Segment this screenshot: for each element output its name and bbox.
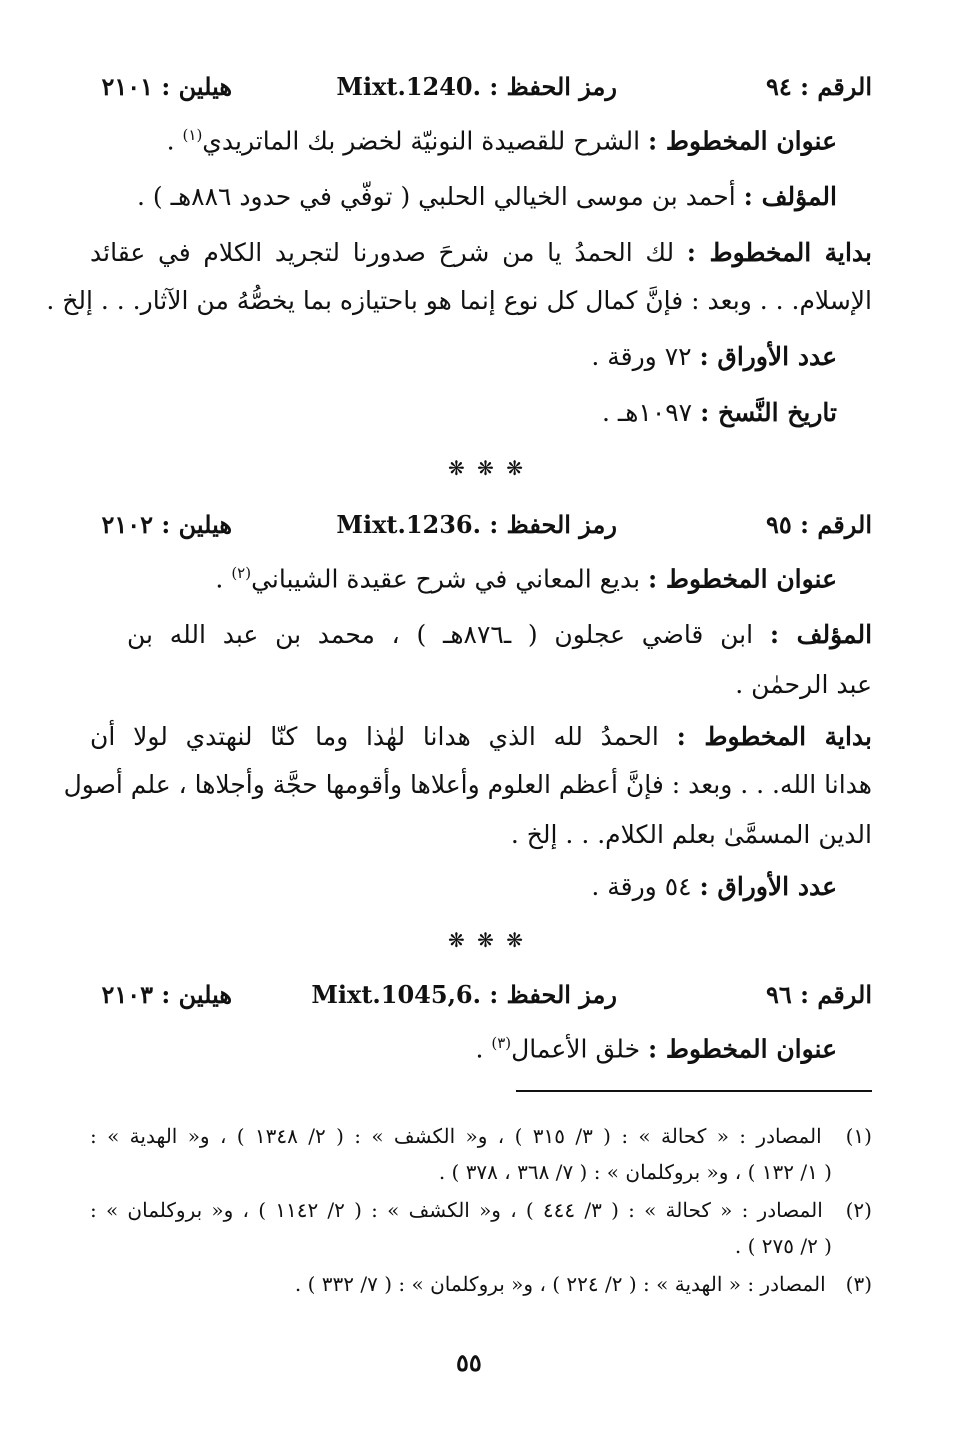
leaves-label: عدد الأوراق : [699,342,837,371]
author-value: ابن قاضي عجلون ( ـ٨٧٦هـ ) ، محمد بن عبد الله بن [127,620,754,649]
author-line-2: عبد الرحمٰن . [735,670,872,699]
section-separator: ❋ ❋ ❋ [448,928,526,952]
title-label: عنوان المخطوط : [647,1034,837,1064]
author-line-1 [127,620,872,650]
section-separator: ❋ ❋ ❋ [448,456,526,480]
footnote-number: (٢) [845,1198,872,1222]
entry-number: الرقم : ٩٤ [765,72,872,101]
footnote-ref: (٢) [231,564,252,582]
entry-number: الرقم : ٩٦ [765,980,872,1009]
footnote-text: المصادر : « كحالة » : ( ٣/ ٣١٥ ) ، و« الكشف » : ( ٢/ ١٣٤٨ ) ، و« الهدية » : [90,1124,822,1148]
footnote-ref: (١) [182,126,203,144]
manuscript-title [475,1034,837,1064]
footnote-2-line-1 [90,1198,872,1222]
entry-number: الرقم : ٩٥ [765,510,872,539]
leaves-value: ٧٢ ورقة . [591,342,692,371]
incipit-line-1 [90,722,872,752]
shelfmark-code: Mixt.1045,6. [311,980,481,1009]
footnote-1-line-1 [90,1124,872,1148]
title-value: خلق الأعمال [511,1034,641,1064]
title-value: الشرح للقصيدة النونيّة لخضر بك الماتريدي [202,126,641,156]
hilen-number: هيلين : ٢١٠١ [101,72,232,101]
shelfmark-code: Mixt.1240. [336,72,481,101]
incipit-line-3: الدين المسمَّىٰ بعلم الكلام. . . إلخ . [510,820,872,849]
incipit-line-2: الإسلام. . . وبعد : فإنَّ كمال كل نوع إنما هو باحتيازه بما يخصُّهُ من الآثار. . . إلخ . [46,286,872,315]
shelfmark-label: رمز الحفظ : [489,510,617,539]
incipit-label: بداية المخطوط : [676,722,872,751]
title-value: بديع المعاني في شرح عقيدة الشيباني [251,564,641,594]
manuscript-title [215,564,837,594]
shelfmark-code: Mixt.1236. [336,510,481,539]
footnote-text: المصادر : « الهدية » : ( ٢/ ٢٢٤ ) ، و« بروكلمان » : ( ٧/ ٣٣٢ ) . [294,1272,826,1296]
title-end: . [166,126,183,156]
footnote-ref: (٣) [491,1034,512,1052]
copy-date-label: تاريخ النَّسخ : [700,398,837,427]
author-value: أحمد بن موسى الخيالي الحلبي ( توفّي في حدود ٨٨٦هـ ) . [137,182,736,211]
author-line [137,182,837,212]
shelfmark [336,510,617,539]
title-label: عنوان المخطوط : [647,126,837,156]
footnote-3-line-1 [295,1272,872,1296]
incipit-label: بداية المخطوط : [686,238,872,267]
title-label: عنوان المخطوط : [647,564,837,594]
hilen-number: هيلين : ٢١٠٢ [101,510,232,539]
manuscript-title [167,126,837,156]
leaves-count [591,342,837,372]
title-end: . [215,564,232,594]
copy-date-value: ١٠٩٧هـ . [601,398,693,427]
copy-date [602,398,837,428]
shelfmark-label: رمز الحفظ : [489,980,617,1009]
author-label: المؤلف : [743,182,837,211]
page-number: ٥٥ [456,1348,482,1377]
incipit-text: لك الحمدُ يا من شرحَ صدورنا لتجريد الكلام في عقائد [90,238,675,267]
leaves-count [591,872,837,902]
title-end: . [475,1034,492,1064]
footnote-number: (١) [845,1124,872,1148]
shelfmark [311,980,617,1009]
incipit-text: الحمدُ لله الذي هدانا لهٰذا وما كنّا لنهتدي لولا أن [90,722,659,751]
footnote-text: المصادر : « كحالة » : ( ٣/ ٤٤٤ ) ، و« الكشف » : ( ٢/ ١١٤٢ ) ، و« بروكلمان » : [90,1198,823,1222]
incipit-line-1 [90,238,872,268]
incipit-line-2: هدانا الله. . . وبعد : فإنَّ أعظم العلوم وأعلاها وأقومها حجَّة وأجلاها ، علم أصول [63,770,872,799]
shelfmark-label: رمز الحفظ : [489,72,617,101]
hilen-number: هيلين : ٢١٠٣ [101,980,232,1009]
footnote-number: (٣) [845,1272,872,1296]
footnote-1-line-2: ( ١/ ١٣٢ ) ، و« بروكلمان » : ( ٧/ ٣٦٨ ، ٣٧٨ ) . [438,1160,832,1184]
footnote-2-line-2: ( ٢/ ٢٧٥ ) . [734,1234,832,1258]
footnote-rule [516,1090,872,1092]
leaves-label: عدد الأوراق : [699,872,837,901]
author-label: المؤلف : [769,620,873,649]
shelfmark [336,72,617,101]
leaves-value: ٥٤ ورقة . [591,872,692,901]
